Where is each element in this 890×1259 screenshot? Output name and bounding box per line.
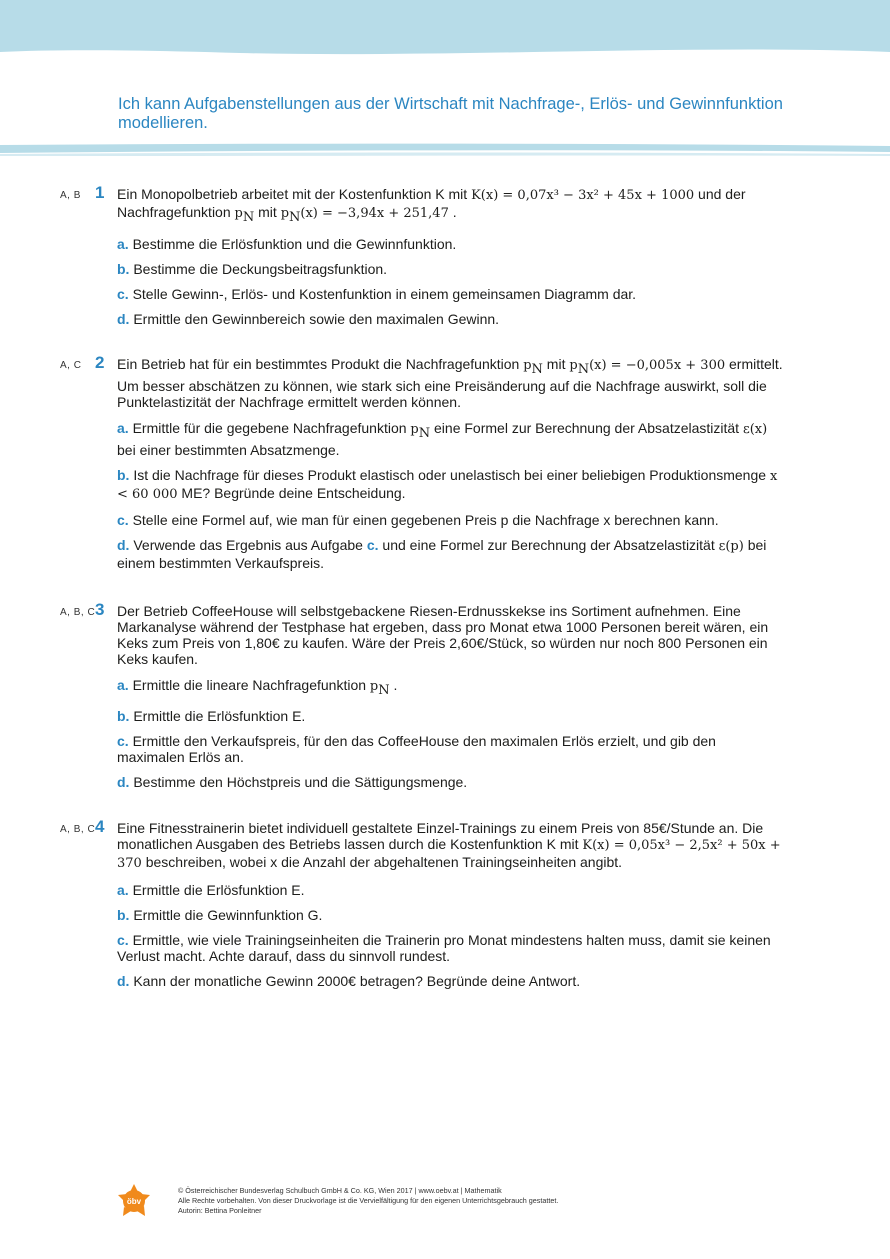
subtask-b: b. Ist die Nachfrage für dieses Produkt elastisch oder unelastisch bei einer beliebigen Produktionsmenge x < 60 000 ME? Begründe deine Entscheidung.: [117, 466, 778, 502]
subtask-d: d. Ermittle den Gewinnbereich sowie den maximalen Gewinn.: [117, 310, 500, 327]
task-number: 2: [95, 353, 105, 372]
task-categories: A, B, C: [60, 607, 96, 618]
task-number: 1: [95, 183, 105, 202]
task-intro: Eine Fitnesstrainerin bietet individuell gestaltete Einzel-Trainings zu einem Preis von 85€/Stunde an. Die monatlichen Ausgaben des Betriebs lassen durch die Kostenfunktion K mit K(x) = 0,05x³ − 2,5x² + 50x + 370 beschreiben, wobei x die Anzahl der abgehaltenen Trainingseinheiten angibt.: [117, 820, 781, 871]
subtask-b: b. Bestimme die Deckungsbeitragsfunktion.: [117, 260, 388, 277]
footer: [178, 1186, 558, 1216]
subtask-a: a. Ermittle die lineare Nachfragefunktion $p_N$ .: [117, 677, 398, 698]
subtask-a: a. Ermittle die Erlösfunktion E.: [117, 882, 305, 898]
logo-label: öbv: [126, 1197, 142, 1206]
subtask-b: b. Ermittle die Erlösfunktion E.: [117, 707, 306, 724]
subtask-c: c. Ermittle, wie viele Trainingseinheiten die Trainerin pro Monat mindestens halten muss, damit sie keinen Verlust macht. Achte darauf, dass du sinnvoll rundest.: [117, 932, 771, 964]
task-categories: A, C: [60, 360, 82, 371]
subtask-b: b. Ermittle die Gewinnfunktion G.: [117, 907, 323, 923]
heading-divider: [0, 143, 890, 157]
task-intro: Ein Betrieb hat für ein bestimmtes Produkt die Nachfragefunktion $p_N$ mit $p_N(x) = -0,005x + 300$ ermittelt. Um besser abschätzen zu können, wie stark sich eine Preisänderung auf die Nachfrage auswirkt, soll die Punktelastizität der Nachfrage ermittelt werden können.: [117, 356, 783, 410]
subtask-a: a. Bestimme die Erlösfunktion und die Gewinnfunktion.: [117, 235, 457, 252]
task-intro: Der Betrieb CoffeeHouse will selbstgebackene Riesen-Erdnusskekse ins Sortiment aufnehmen. Eine Markanalyse während der Testphase hat ergeben, dass pro Monat etwa 1000 Personen bereit wären, ein Keks zum Preis von 1,80€ zu kaufen. Wäre der Preis 2,60€/Stück, so würden nur noch 800 Personen ein Keks kaufen.: [117, 603, 769, 667]
subtask-d: d. Verwende das Ergebnis aus Aufgabe c. und eine Formel zur Berechnung der Absatzelastizität ε(p) bei einem bestimmten Verkaufspreis.: [117, 536, 767, 571]
footer-copyright: © Österreichischer Bundesverlag Schulbuch GmbH & Co. KG, Wien 2017 | www.oebv.at | Mathematik: [178, 1186, 502, 1195]
subtask-c: c. Ermittle den Verkaufspreis, für den das CoffeeHouse den maximalen Erlös erzielt, und gib den maximalen Erlös an.: [117, 732, 716, 765]
task-categories: A, B, C: [60, 824, 96, 835]
footer-rights: Alle Rechte vorbehalten. Von dieser Druckvorlage ist die Vervielfältigung für den eigenen Unterrichtsgebrauch gestattet.: [178, 1196, 559, 1205]
subtask-c: c. Stelle eine Formel auf, wie man für einen gegebenen Preis p die Nachfrage x berechnen kann.: [117, 511, 719, 528]
task-number: 4: [95, 817, 105, 836]
page-heading: Ich kann Aufgabenstellungen aus der Wirtschaft mit Nachfrage-, Erlös- und Gewinnfunktion modellieren.: [118, 95, 783, 132]
subtask-a: a. Ermittle für die gegebene Nachfragefunktion $p_N$ eine Formel zur Berechnung der Absatzelastizität ε(x) bei einer bestimmten Absatzmenge.: [117, 419, 768, 458]
task-categories: A, B: [60, 190, 81, 201]
task-number: 3: [95, 600, 105, 619]
oebv-logo: [116, 1183, 152, 1219]
subtask-d: d. Kann der monatliche Gewinn 2000€ betragen? Begründe deine Antwort.: [117, 973, 581, 989]
subtask-c: c. Stelle Gewinn-, Erlös- und Kostenfunktion in einem gemeinsamen Diagramm dar.: [117, 285, 637, 302]
subtask-d: d. Bestimme den Höchstpreis und die Sättigungsmenge.: [117, 773, 468, 790]
task-intro: Ein Monopolbetrieb arbeitet mit der Kostenfunktion K mit K(x) = 0,07x³ − 3x² + 45x + 1000 und der Nachfragefunktion $p_N$ mit $p_N(x) = -3,94x + 251,47$ .: [117, 186, 746, 225]
footer-author: Autorin: Bettina Ponleitner: [178, 1206, 262, 1215]
top-wave-band: [0, 0, 890, 62]
